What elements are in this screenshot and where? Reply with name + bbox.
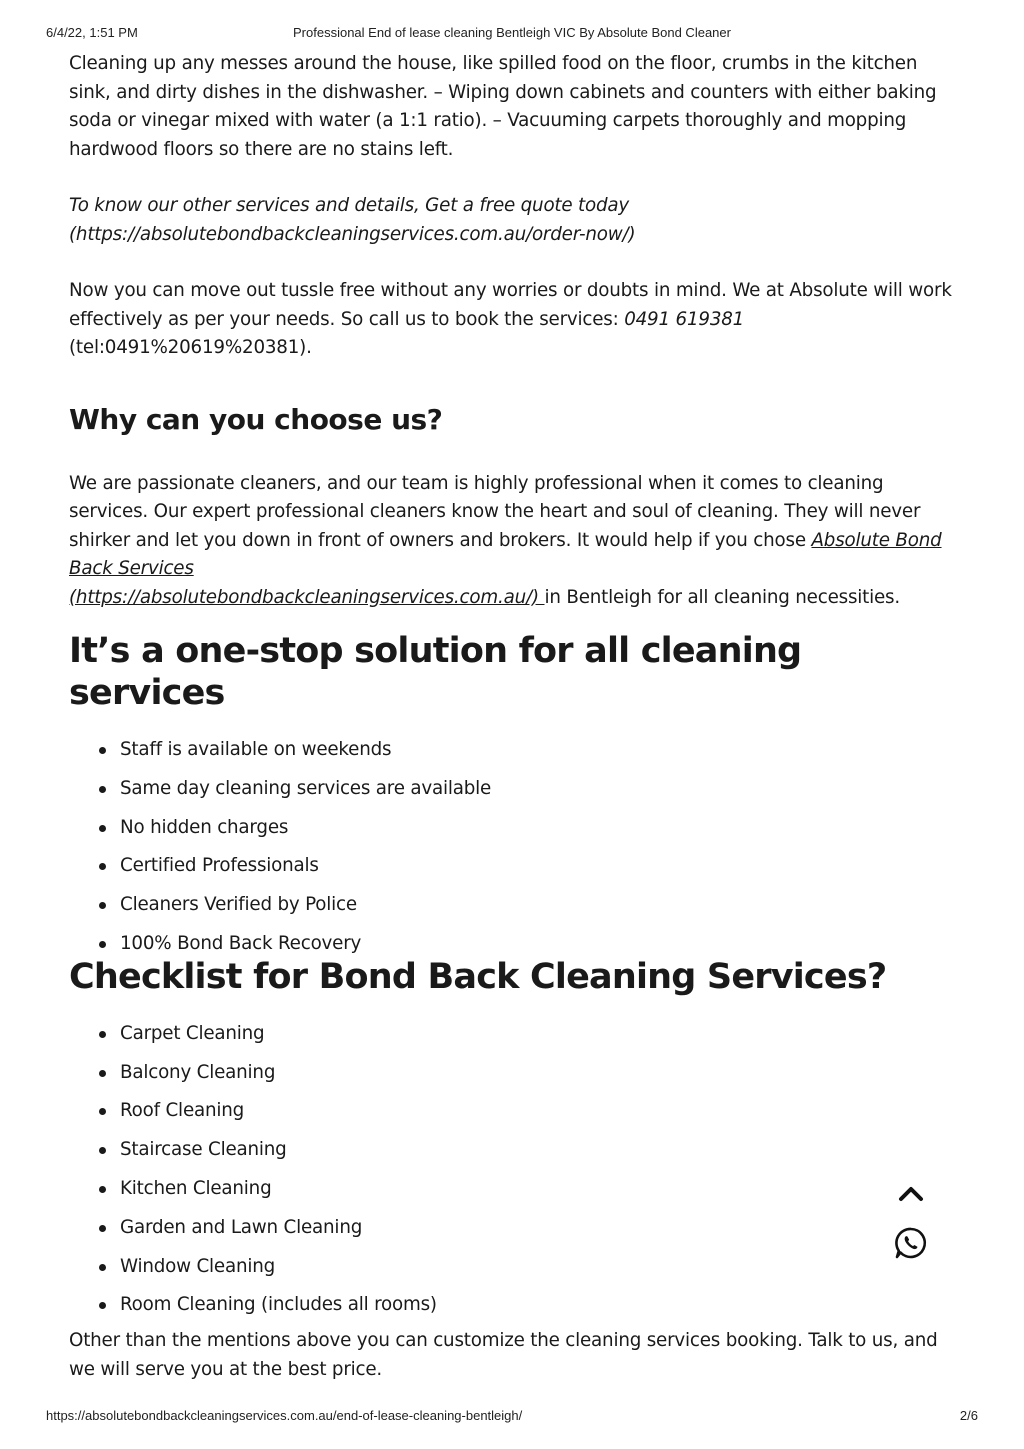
list-item: Garden and Lawn Cleaning	[120, 1209, 964, 1248]
whatsapp-button[interactable]	[894, 1226, 928, 1260]
one-stop-list	[69, 731, 964, 964]
list-item: Kitchen Cleaning	[120, 1170, 964, 1209]
about-text-end: in Bentleigh for all cleaning necessities.	[544, 586, 900, 608]
whatsapp-icon	[894, 1226, 928, 1260]
about-paragraph	[69, 470, 964, 613]
print-header	[46, 25, 978, 43]
link-text[interactable]: Absolute Bond Back Services	[69, 529, 942, 579]
chevron-up-icon	[897, 1182, 925, 1204]
list-item: Room Cleaning (includes all rooms)	[120, 1286, 964, 1325]
page-number: 2/6	[959, 1408, 978, 1423]
list-item: 100% Bond Back Recovery	[120, 925, 964, 964]
booking-text: Now you can move out tussle free without any worries or doubts in mind. We at Absolute will work effectively as per your needs. So call us to book the services:	[69, 280, 952, 330]
list-item: Balcony Cleaning	[120, 1054, 964, 1093]
about-text: We are passionate cleaners, and our team is highly professional when it comes to cleaning services. Our expert professional cleaners know the heart and soul of cleaning. They will never shirker and let you down in front of owners and brokers. It would help if you chose	[69, 472, 921, 551]
booking-paragraph	[69, 277, 964, 363]
list-item: No hidden charges	[120, 809, 964, 848]
list-item: Certified Professionals	[120, 847, 964, 886]
link-url[interactable]: (https://absolutebondbackcleaningservices.com.au/)	[69, 586, 545, 608]
heading-one-stop-solution: It’s a one-stop solution for all cleaning services	[69, 631, 802, 713]
scroll-to-top-button[interactable]	[897, 1182, 925, 1204]
list-item: Carpet Cleaning	[120, 1015, 964, 1054]
checklist-list	[69, 1015, 964, 1325]
quote-cta-text[interactable]: To know our other services and details, Get a free quote today	[69, 195, 630, 216]
list-item: Staff is available on weekends	[120, 731, 964, 770]
list-item: Cleaners Verified by Police	[120, 886, 964, 925]
closing-paragraph: Other than the mentions above you can customize the cleaning services booking. Talk to us, and we will serve you at the best price.	[69, 1330, 938, 1380]
heading-checklist: Checklist for Bond Back Cleaning Services?	[69, 956, 887, 997]
list-item: Window Cleaning	[120, 1248, 964, 1287]
list-item: Roof Cleaning	[120, 1092, 964, 1131]
quote-cta-url[interactable]: (https://absolutebondbackcleaningservices.com.au/order-now/)	[69, 223, 636, 245]
quote-cta-paragraph	[69, 192, 964, 249]
heading-why-choose-us: Why can you choose us?	[69, 402, 443, 436]
intro-paragraph: Cleaning up any messes around the house, like spilled food on the floor, crumbs in the kitchen sink, and dirty dishes in the dishwasher. – Wiping down cabinets and counters with either baking soda or vinegar mixed with water (a 1:1 ratio). – Vacuuming carpets thoroughly and mopping hardwood floors so there are no stains left.	[69, 53, 937, 160]
print-footer	[46, 1408, 978, 1426]
article-content	[69, 50, 964, 1384]
print-datetime: 6/4/22, 1:51 PM	[46, 25, 138, 40]
print-page-title: Professional End of lease cleaning Bentleigh VIC By Absolute Bond Cleaner	[293, 25, 731, 40]
list-item: Same day cleaning services are available	[120, 770, 964, 809]
print-page-url: https://absolutebondbackcleaningservices.com.au/end-of-lease-cleaning-bentleigh/	[46, 1408, 523, 1423]
phone-tel-url: (tel:0491%20619%20381).	[69, 337, 312, 358]
phone-link[interactable]: 0491 619381	[624, 308, 745, 330]
list-item: Staircase Cleaning	[120, 1131, 964, 1170]
